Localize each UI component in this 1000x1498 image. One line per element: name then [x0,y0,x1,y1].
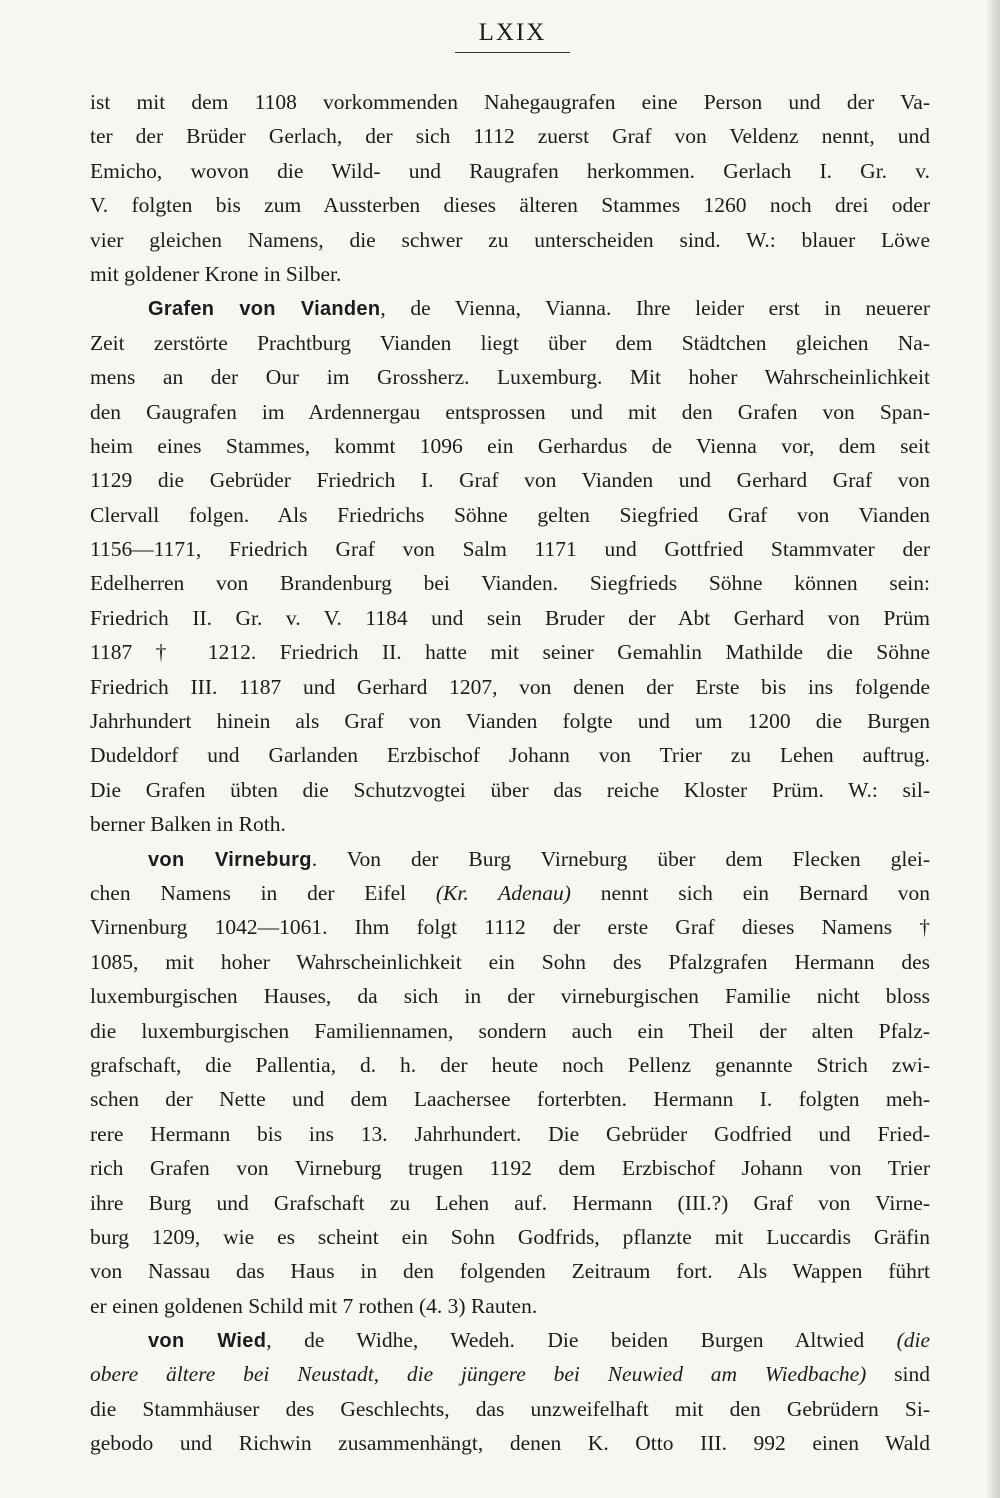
text-line: berner Balken in Roth. [90,812,286,837]
text-line: Edelherren von Brandenburg bei Vianden. Siegfrieds Söhne können sein: [90,571,930,596]
text-line: gebodo und Richwin zusammenhängt, denen K. Otto III. 992 einen Wald [90,1431,930,1456]
text-line: Dudeldorf und Garlanden Erzbischof Johann von Trier zu Lehen auftrug. [90,743,930,768]
section-vianden-first-line [90,291,930,325]
text-line: Zeit zerstörte Prachtburg Vianden liegt über dem Städtchen gleichen Na- [90,330,930,355]
text-line [90,876,930,910]
text-line: von Nassau das Haus in den folgenden Zeitraum fort. Als Wappen führt [90,1259,930,1284]
section-vianden-intro: , de Vienna, Vianna. Ihre leider erst in neuerer [380,296,930,321]
section-heading-wied: von Wied [148,1330,267,1353]
page-header [455,18,570,53]
text-line: ist mit dem 1108 vorkommenden Nahegaugrafen eine Person und der Va- [90,90,930,114]
text-segment: nennt sich ein Bernard von [600,880,931,905]
text-line: vier gleichen Namens, die schwer zu unterscheiden sind. W.: blauer Löwe [90,227,930,252]
text-line: die luxemburgischen Familiennamen, sondern auch ein Theil der alten Pfalz- [90,1018,930,1043]
text-line: er einen goldenen Schild mit 7 rothen (4. 3) Rauten. [90,1293,538,1318]
section-wied-intro: , de Widhe, Wedeh. Die beiden Burgen Altwied [266,1328,897,1353]
text-line: burg 1209, wie es scheint ein Sohn Godfrids, pflanzte mit Luccardis Gräfin [90,1224,930,1249]
body-text [90,85,930,1461]
text-line: luxemburgischen Hauses, da sich in der virneburgischen Familie nicht bloss [90,984,930,1009]
italic-note: obere ältere bei Neustadt, die jüngere bei Neuwied am Wiedbache) [90,1362,867,1387]
text-line: 1085, mit hoher Wahrscheinlichkeit ein Sohn des Pfalzgrafen Hermann des [90,949,930,974]
text-line: schen der Nette und dem Laachersee forterbten. Hermann I. folgten meh- [90,1087,930,1112]
text-line: Die Grafen übten die Schutzvogtei über das reiche Kloster Prüm. W.: sil- [90,777,930,802]
section-heading-vianden: Grafen von Vianden [148,298,381,321]
text-line: 1129 die Gebrüder Friedrich I. Graf von Vianden und Gerhard Graf von [90,468,930,493]
section-heading-virneburg: von Virneburg [148,848,312,871]
section-virneburg-first-line [90,842,930,876]
header-rule [455,52,570,53]
text-line: Emicho, wovon die Wild- und Raugrafen herkommen. Gerlach I. Gr. v. [90,158,930,183]
text-line: Friedrich III. 1187 und Gerhard 1207, von denen der Erste bis ins folgende [90,674,930,699]
text-line: Virnenburg 1042—1061. Ihm folgt 1112 der erste Graf dieses Namens † [90,915,930,940]
italic-note: (die [896,1328,930,1353]
text-line: ihre Burg und Grafschaft zu Lehen auf. Hermann (III.?) Graf von Virne- [90,1190,930,1215]
text-line: heim eines Stammes, kommt 1096 ein Gerhardus de Vienna vor, dem seit [90,433,930,458]
text-line: rere Hermann bis ins 13. Jahrhundert. Die Gebrüder Godfried und Fried- [90,1121,930,1146]
text-line: Friedrich II. Gr. v. V. 1184 und sein Bruder der Abt Gerhard von Prüm [90,605,930,630]
text-line: Jahrhundert hinein als Graf von Vianden folgte und um 1200 die Burgen [90,709,930,734]
text-line: 1187 † 1212. Friedrich II. hatte mit seiner Gemahlin Mathilde die Söhne [90,640,930,665]
text-line: die Stammhäuser des Geschlechts, das unzweifelhaft mit den Gebrüdern Si- [90,1396,930,1421]
text-line: V. folgten bis zum Aussterben dieses älteren Stammes 1260 noch drei oder [90,193,930,218]
text-line: rich Grafen von Virneburg trugen 1192 dem Erzbischof Johann von Trier [90,1156,930,1181]
page-edge-shadow [986,0,1000,1498]
text-line [90,1357,930,1391]
section-virneburg-intro: . Von der Burg Virneburg über dem Flecken glei- [311,846,930,871]
section-wied-first-line [90,1323,930,1357]
text-line: mens an der Our im Grossherz. Luxemburg. Mit hoher Wahrscheinlichkeit [90,365,930,390]
text-line: Clervall folgen. Als Friedrichs Söhne gelten Siegfried Graf von Vianden [90,502,930,527]
page-number: LXIX [478,19,547,46]
text-line: den Gaugrafen im Ardennergau entsprossen und mit den Grafen von Span- [90,399,930,424]
text-segment: sind [894,1362,931,1387]
text-line: 1156—1171, Friedrich Graf von Salm 1171 und Gottfried Stammvater der [90,537,930,562]
text-line: mit goldener Krone in Silber. [90,261,342,286]
text-line: grafschaft, die Pallentia, d. h. der heute noch Pellenz genannte Strich zwi- [90,1052,930,1077]
text-line: ter der Brüder Gerlach, der sich 1112 zuerst Graf von Veldenz nennt, und [90,124,930,149]
text-segment: chen Namens in der Eifel [90,880,407,905]
italic-note: (Kr. Adenau) [435,880,571,905]
